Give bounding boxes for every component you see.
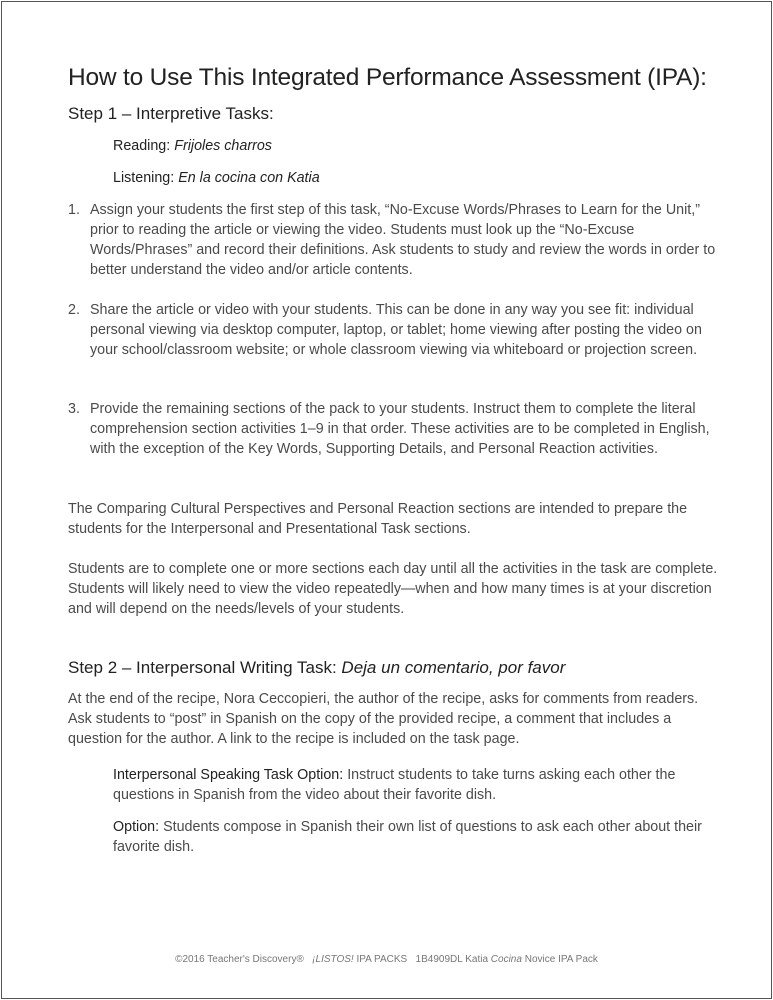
option-compose (113, 817, 713, 857)
step2-heading (68, 658, 565, 678)
list-number: 2. (68, 302, 80, 318)
option-text: Instruct students to take turns asking each other the questions in Spanish from the video about their favorite dish. (113, 767, 676, 803)
list-text: Assign your students the first step of this task, “No-Excuse Words/Phrases to Learn for the Unit,” prior to reading the article or viewing the video. Students must look up the “No-Excuse Words/Phrases” and record their definitions. Ask students to study and review the words in order to better understand the video and/or article contents. (90, 202, 716, 278)
list-item (68, 300, 718, 360)
list-number: 3. (68, 401, 80, 417)
footer-italic-word: Cocina (490, 954, 522, 965)
option-label: Option: (113, 819, 160, 835)
paragraph-cultural: The Comparing Cultural Perspectives and Personal Reaction sections are intended to prepare the students for the Interpersonal and Presentational Task sections. (68, 501, 688, 537)
paragraph-step2: At the end of the recipe, Nora Ceccopieri, the author of the recipe, asks for comments from readers. Ask students to “post” in Spanish on the copy of the provided recipe, a comment that includes a question for the author. A link to the recipe is included on the task page. (68, 691, 699, 747)
reading-title: Frijoles charros (174, 138, 272, 154)
page-footer (0, 954, 773, 965)
list-text: Share the article or video with your students. This can be done in any way you see fit: individual personal viewing via desktop computer, laptop, or tablet; home viewing after posting the video on your school/classroom website; or whole classroom viewing via whiteboard or projection screen. (90, 302, 702, 358)
footer-series: ¡LISTOS! (312, 954, 354, 965)
list-number: 1. (68, 202, 80, 218)
step2-heading-text: Step 2 – Interpersonal Writing Task: (68, 658, 337, 677)
paragraph-schedule: Students are to complete one or more sections each day until all the activities in the task are complete. Students will likely need to view the video repeatedly—when and how many times is at your discretion and will depend on the needs/levels of your students. (68, 561, 718, 617)
reading-line (113, 138, 272, 154)
listening-line (113, 170, 320, 186)
listening-title: En la cocina con Katia (178, 170, 320, 186)
step1-heading: Step 1 – Interpretive Tasks: (68, 104, 274, 123)
footer-pack: Novice IPA Pack (524, 954, 598, 965)
list-item (68, 399, 718, 459)
page-title: How to Use This Integrated Performance Assessment (IPA): (68, 64, 707, 91)
list-text: Provide the remaining sections of the pack to your students. Instruct them to complete the literal comprehension section activities 1–9 in that order. These activities are to be completed in English, with the exception of the Key Words, Supporting Details, and Personal Reaction activities. (90, 401, 710, 457)
option-text: Students compose in Spanish their own list of questions to ask each other about their favorite dish. (113, 819, 702, 855)
footer-product-code: IPA PACKS 1B4909DL Katia (356, 954, 489, 965)
listening-label: Listening: (113, 170, 175, 186)
reading-label: Reading: (113, 138, 171, 154)
option-label: Interpersonal Speaking Task Option: (113, 767, 344, 783)
list-item (68, 200, 718, 280)
option-speaking (113, 765, 713, 805)
step2-heading-italic: Deja un comentario, por favor (341, 658, 566, 677)
footer-copyright: ©2016 Teacher's Discovery® (175, 954, 304, 965)
